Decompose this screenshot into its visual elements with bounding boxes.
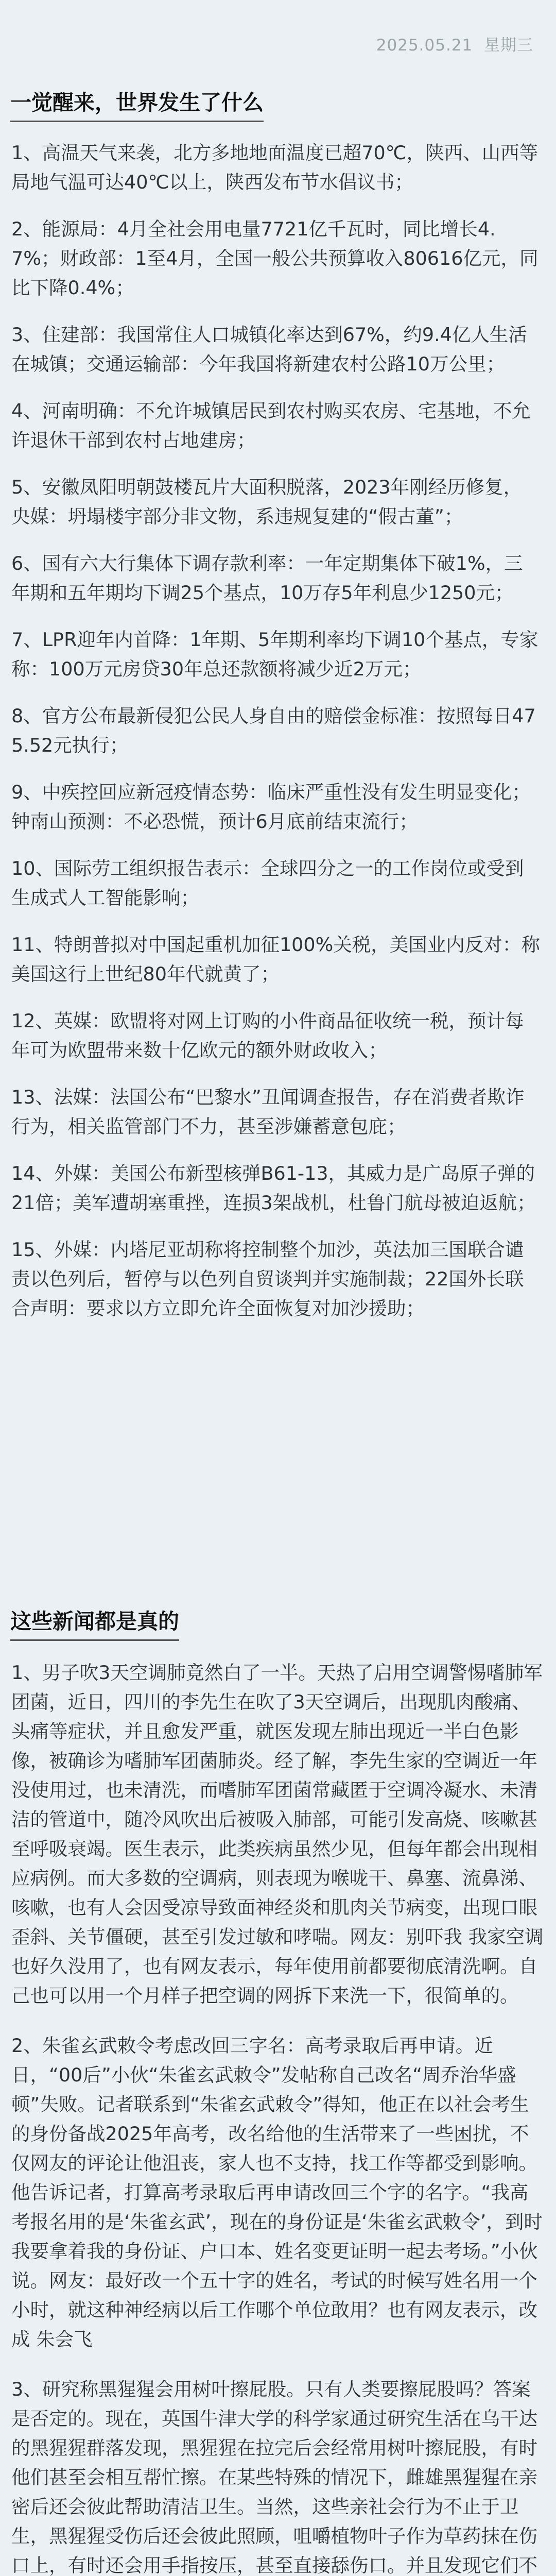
- news-item: 6、国有六大行集体下调存款利率：一年定期集体下破1%，三年期和五年期均下调25个基点，10万存5年利息少1250元；: [11, 552, 523, 604]
- news-item: 3、住建部：我国常住人口城镇化率达到67%，约9.4亿人生活在城镇；交通运输部：今年我国将新建农村公路10万公里；: [11, 324, 527, 375]
- news-item: 1、男子吹3天空调肺竟然白了一半。天热了启用空调警惕嗜肺军团菌，近日，四川的李先生在吹了3天空调后，出现肌肉酸痛、头痛等症状，并且愈发严重，就医发现左肺出现近一半白色影像，被确诊为嗜肺军团菌肺炎。经了解，李先生家的空调近一年没使用过，也未清洗，而嗜肺军团菌常藏匿于空调冷凝水、未清洁的管道中，随冷风吹出后被吸入肺部，可能引发高烧、咳嗽甚至呼吸衰竭。医生表示，此类疾病虽然少见，但每年都会出现相应病例。而大多数的空调病，则表现为喉咙干、鼻塞、流鼻涕、咳嗽，也有人会因受凉导致面神经炎和肌肉关节病变，出现口眼歪斜、关节僵硬，甚至引发过敏和哮喘。网友：别吓我 我家空调也好久没用了，也有网友表示，每年使用前都要彻底清洗啊。自己也可以用一个月样子把空调的网拆下来洗一下，很简单的。: [11, 1662, 544, 2007]
- section-title-true-news: [10, 1604, 179, 1635]
- news-item: 8、官方公布最新侵犯公民人身自由的赔偿金标准：按照每日475.52元执行；: [11, 705, 536, 756]
- news-item: 3、研究称黑猩猩会用树叶擦屁股。只有人类要擦屁股吗？答案是否定的。现在，英国牛津大学的科学家通过研究生活在乌干达的黑猩猩群落发现，黑猩猩在拉完后会经常用树叶擦屁股，有时他们甚至会相互帮忙擦。在某些特殊的情况下，雌雄黑猩猩在亲密后还会彼此帮助清洁卫生。当然，这些亲社会行为不止于卫生，黑猩猩受伤后还会彼此照顾，咀嚼植物叶子作为草药抹在伤口上，有时还会用手指按压，甚至直接舔伤口。并且发现它们不: [11, 2378, 537, 2576]
- news-item: 9、中疾控回应新冠疫情态势：临床严重性没有发生明显变化；钟南山预测：不必恐慌，预计6月底前结束流行；: [11, 781, 531, 833]
- news-item: 15、外媒：内塔尼亚胡称将控制整个加沙，英法加三国联合谴责以色列后，暂停与以色列自贸谈判并实施制裁；22国外长联合声明：要求以方立即允许全面恢复对加沙援助；: [11, 1239, 524, 1319]
- news-item: 5、安徽凤阳明朝鼓楼瓦片大面积脱落，2023年刚经历修复，央媒：坍塌楼宇部分非文物，系违规复建的“假古董”；: [11, 476, 523, 528]
- news-item: 14、外媒：美国公布新型核弹B61-13，其威力是广岛原子弹的21倍；美军遭胡塞重挫，连损3架战机，杜鲁门航母被迫返航；: [11, 1162, 536, 1214]
- date-header: [376, 32, 533, 55]
- news-item: 13、法媒：法国公布“巴黎水”丑闻调查报告，存在消费者欺诈行为，相关监管部门不力，甚至涉嫌蓄意包庇；: [11, 1086, 525, 1138]
- news-item: 12、英媒：欧盟将对网上订购的小件商品征收统一税，预计每年可为欧盟带来数十亿欧元的额外财政收入；: [11, 1010, 524, 1061]
- section-title-text: 这些新闻都是真的: [10, 1609, 179, 1634]
- weekday: 星期三: [484, 36, 533, 55]
- world-news-list: [11, 138, 541, 1341]
- news-item: 1、高温天气来袭，北方多地地面温度已超70℃，陕西、山西等局地气温可达40℃以上，陕西发布节水倡议书；: [11, 142, 538, 193]
- section-underline: [10, 1639, 179, 1641]
- news-item: 7、LPR迎年内首降：1年期、5年期利率均下调10个基点，专家称：100万元房贷30年总还款额将减少近2万元；: [11, 629, 538, 680]
- section-title-text: 一觉醒来，世界发生了什么: [10, 90, 264, 115]
- section-underline: [10, 121, 264, 122]
- news-item: 4、河南明确：不允许城镇居民到农村购买农房、宅基地，不允许退休干部到农村占地建房；: [11, 400, 531, 451]
- news-item: 10、国际劳工组织报告表示：全球四分之一的工作岗位或受到生成式人工智能影响；: [11, 857, 524, 909]
- true-news-list: [11, 1658, 544, 2576]
- section-title-world-news: [10, 86, 264, 116]
- news-item: 2、能源局：4月全社会用电量7721亿千瓦时，同比增长4.7%；财政部：1至4月，全国一般公共预算收入80616亿元，同比下降0.4%；: [11, 218, 538, 299]
- date: 2025.05.21: [376, 36, 473, 55]
- news-item: 11、特朗普拟对中国起重机加征100%关税，美国业内反对：称美国这行上世纪80年代就黄了；: [11, 934, 540, 985]
- news-item: 2、朱雀玄武敕令考虑改回三字名：高考录取后再申请。近日，“00后”小伙“朱雀玄武敕令”发帖称自己改名“周乔治华盛顿”失败。记者联系到“朱雀玄武敕令”得知，他正在以社会考生的身份备战2025年高考，改名给他的生活带来了一些困扰，不仅网友的评论让他沮丧，家人也不支持，找工作等都受到影响。他告诉记者，打算高考录取后再申请改回三个字的名字。“我高考报名用的是‘朱雀玄武’，现在的身份证是‘朱雀玄武敕令’，到时我要拿着我的身份证、户口本、姓名变更证明一起去考场。”小伙说。网友：最好改一个五十字的姓名，考试的时候写姓名用一个小时，就这种神经病以后工作哪个单位敢用？也有网友表示，改成 朱会飞: [11, 2035, 543, 2350]
